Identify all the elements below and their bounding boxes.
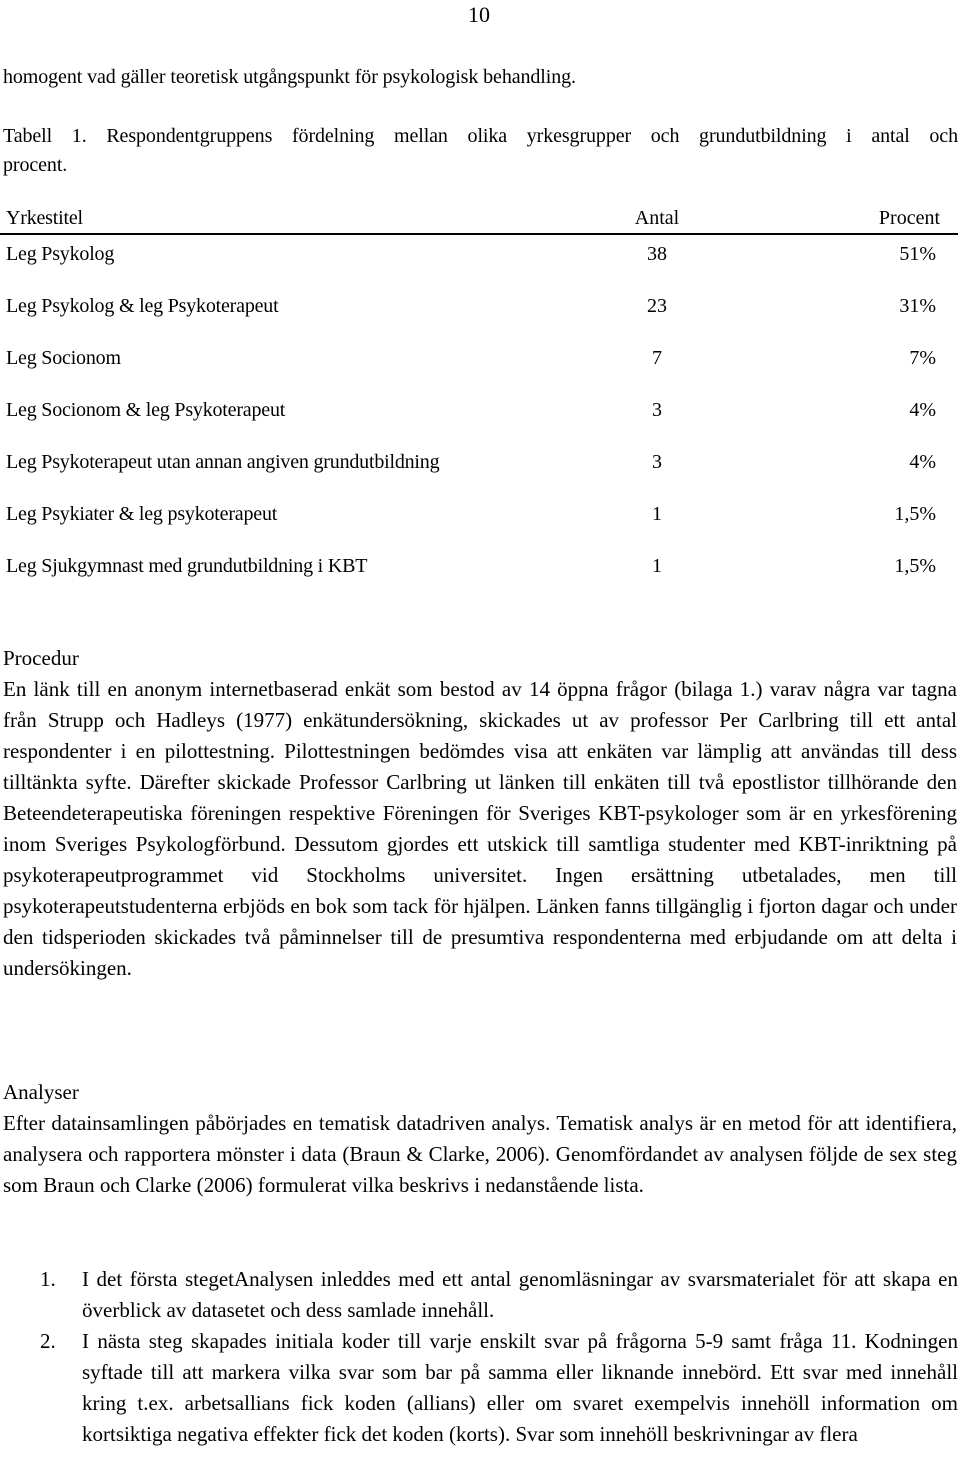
list-item-text: I det första stegetAnalysen inleddes med ett antal genomläsningar av svarsmaterialet för att skapa en överblick av datasetet och dess samlade innehåll. [82,1267,958,1322]
row-percent: 1,5% [894,555,936,577]
row-percent: 7% [909,347,936,369]
row-percent: 1,5% [894,503,936,525]
list-item [0,1264,958,1326]
table-row [0,391,958,443]
row-percent: 4% [909,399,936,421]
analysis-steps-list [0,1264,958,1450]
table-row [0,235,958,287]
row-percent: 31% [899,295,936,317]
procedure-heading: Procedur [3,646,79,670]
row-count: 3 [652,451,662,473]
list-item-number: 2. [40,1329,56,1353]
table-row [0,495,958,547]
row-count: 1 [652,555,662,577]
table-caption-line1: Tabell 1. Respondentgruppens fördelning mellan olika yrkesgrupper och grundutbildning i antal och [3,125,958,147]
header-count: Antal [634,207,680,229]
analysis-paragraph: Efter datainsamlingen påbörjades en tematisk datadriven analys. Tematisk analys är en metod för att identifiera, analysera och rapportera mönster i data (Braun & Clarke, 2006). Genomfördandet av analysen följde de sex steg som Braun och Clarke (2006) formulerat vilka beskrivs i nedanstående lista. [3,1111,957,1197]
row-percent: 51% [899,243,936,265]
list-item [0,1326,958,1450]
header-percent: Procent [878,207,940,229]
row-count: 3 [652,399,662,421]
row-count: 7 [652,347,662,369]
table-caption [3,122,958,180]
row-title: Leg Sjukgymnast med grundutbildning i KBT [6,555,368,577]
page-number: 10 [468,2,490,27]
header-title: Yrkestitel [6,207,83,229]
row-title: Leg Psykolog & leg Psykoterapeut [6,295,279,317]
row-title: Leg Socionom [6,347,121,369]
table-row [0,339,958,391]
table-row [0,547,958,599]
row-title: Leg Psykolog [6,243,115,265]
row-title: Leg Psykoterapeut utan annan angiven grundutbildning [6,451,440,473]
row-count: 23 [647,295,667,317]
intro-paragraph: homogent vad gäller teoretisk utgångspunkt för psykologisk behandling. [3,66,576,88]
table-row [0,443,958,495]
list-item-text: I nästa steg skapades initiala koder till varje enskilt svar på frågorna 5-9 samt fråga 11. Kodningen syftade till att markera vilka svar som bar på samma eller liknande innebörd. Ett svar med innehåll kring t.ex. arbetsallians fick koden (allians) eller om svaret exempelvis innehöll information om kortsiktiga negativa effekter fick det koden (korts). Svar som innehöll beskrivningar av flera [82,1329,958,1446]
table-caption-line2: procent. [3,154,68,176]
table-header [0,203,958,235]
table-row [0,287,958,339]
row-title: Leg Socionom & leg Psykoterapeut [6,399,286,421]
row-count: 38 [647,243,667,265]
row-percent: 4% [909,451,936,473]
row-title: Leg Psykiater & leg psykoterapeut [6,503,278,525]
profession-table [0,203,958,599]
row-count: 1 [652,503,662,525]
procedure-paragraph: En länk till en anonym internetbaserad enkät som bestod av 14 öppna frågor (bilaga 1.) varav några var tagna från Strupp och Hadleys (1977) enkätundersökning, skickades ut av professor Per Carlbring till ett antal respondenter i en pilottestning. Pilottestningen bedömdes visa att enkäten var lämplig att användas till dess tilltänkta syfte. Därefter skickade Professor Carlbring ut länken till enkäten till två epostlistor tillhörande den Beteendeterapeutiska föreningen respektive Föreningen för Sveriges KBT-psykologer som är en yrkesförening inom Sveriges Psykologförbund. Dessutom gjordes ett utskick till samtliga studenter med KBT-inriktning på psykoterapeutprogrammet vid Stockholms universitet. Ingen ersättning utbetalades, men till psykoterapeutstudenterna erbjöds en bok som tack för hjälpen. Länken fanns tillgänglig i fjorton dagar och under den tidsperioden skickades två påminnelser till de presumtiva respondenterna med erbjudande om att delta i undersökingen. [3,677,957,980]
analysis-heading: Analyser [3,1080,79,1104]
list-item-number: 1. [40,1267,56,1291]
